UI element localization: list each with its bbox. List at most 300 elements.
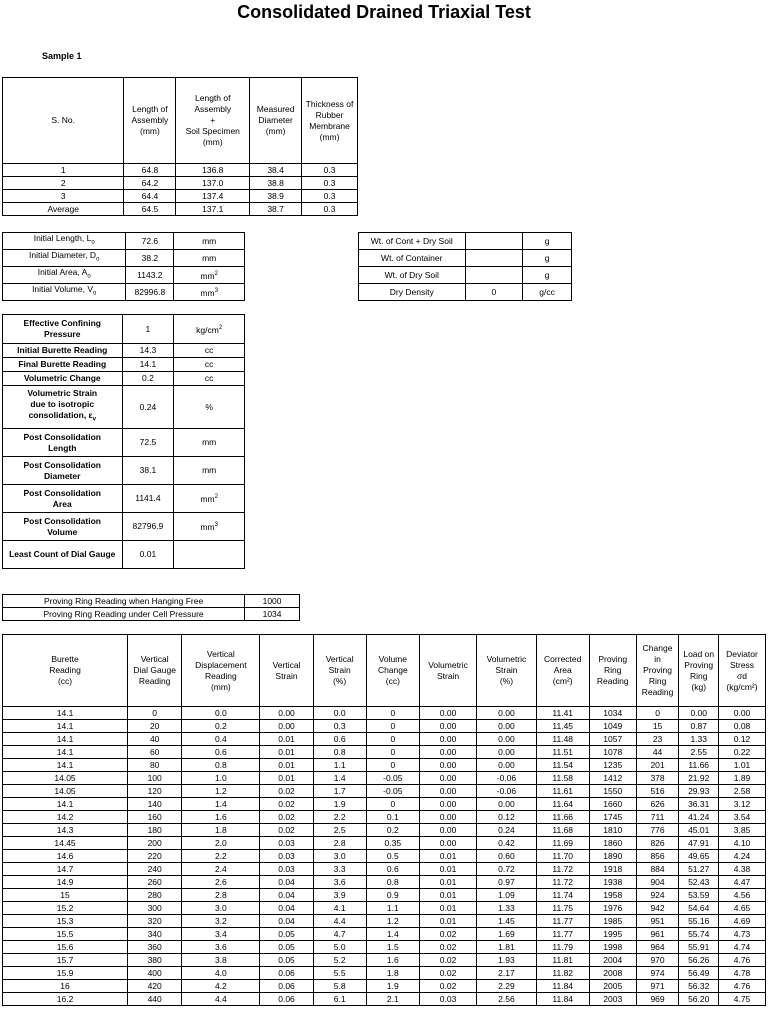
table-cell: 1.1 <box>313 759 366 772</box>
table-row <box>3 707 766 720</box>
table-cell: 1810 <box>589 824 636 837</box>
table-cell: 1976 <box>589 902 636 915</box>
table-cell: 1918 <box>589 863 636 876</box>
table-cell: 4.0 <box>182 967 260 980</box>
table-cell: 1057 <box>589 733 636 746</box>
row-unit <box>174 541 245 569</box>
table-cell: 4.47 <box>719 876 766 889</box>
table-cell: 5.0 <box>313 941 366 954</box>
table-cell: 4.75 <box>719 993 766 1006</box>
table-row <box>3 798 766 811</box>
table-cell: 1860 <box>589 837 636 850</box>
row-value: 0.24 <box>122 386 174 429</box>
table-cell: 4.74 <box>719 941 766 954</box>
table-cell: 15.3 <box>3 915 128 928</box>
table-cell: 1.93 <box>477 954 536 967</box>
row-value: 14.3 <box>122 344 174 358</box>
column-header: Proving Ring Reading <box>589 635 636 707</box>
table-cell: 1.8 <box>366 967 419 980</box>
row-value <box>465 233 523 250</box>
table-cell: 0.6 <box>182 746 260 759</box>
table-cell: 16.2 <box>3 993 128 1006</box>
table-cell: 0.03 <box>260 863 313 876</box>
table-cell: 1.6 <box>366 954 419 967</box>
table-cell: 64.4 <box>124 190 176 203</box>
table-row <box>3 386 245 429</box>
subscript: v <box>92 416 96 423</box>
table-cell: 4.78 <box>719 967 766 980</box>
table-row <box>3 203 358 216</box>
table-cell: 0.00 <box>419 707 476 720</box>
table-cell: 11.45 <box>536 720 589 733</box>
table-cell: 38.4 <box>250 164 302 177</box>
table-cell: 220 <box>128 850 182 863</box>
table-cell: 1.09 <box>477 889 536 902</box>
table-cell: 0.01 <box>260 733 313 746</box>
row-unit: g/cc <box>523 284 572 301</box>
table-cell: 1.45 <box>477 915 536 928</box>
table-cell: 0 <box>366 707 419 720</box>
row-label: Effective Confining Pressure <box>3 315 123 344</box>
table-cell: 1.4 <box>366 928 419 941</box>
table-cell: 140 <box>128 798 182 811</box>
row-value <box>465 267 523 284</box>
table-cell: 1412 <box>589 772 636 785</box>
table-cell: 11.41 <box>536 707 589 720</box>
table-cell: 440 <box>128 993 182 1006</box>
superscript: 2 <box>214 494 218 501</box>
table-cell: 36.31 <box>679 798 719 811</box>
column-header: Deviator Stress σd (kg/cm²) <box>719 635 766 707</box>
table-cell: 0.00 <box>419 837 476 850</box>
table-cell: 0.03 <box>260 837 313 850</box>
row-label: Volumetric Strain due to isotropic consolidation, $\varepsilon_v$ <box>3 386 123 429</box>
table-cell: 0.5 <box>366 850 419 863</box>
consolidation-table <box>2 314 245 569</box>
table-row <box>3 485 245 513</box>
table-cell: 0.00 <box>419 720 476 733</box>
table-cell: 1.89 <box>719 772 766 785</box>
table-cell: 0.8 <box>366 876 419 889</box>
table-cell: 11.84 <box>536 980 589 993</box>
table-cell: 1.2 <box>366 915 419 928</box>
table-cell: 0.01 <box>419 850 476 863</box>
table-cell: 1958 <box>589 889 636 902</box>
row-label: Initial Volume, $V_o$ <box>3 284 126 301</box>
table-cell: 11.51 <box>536 746 589 759</box>
table-row <box>3 785 766 798</box>
table-cell: 3.2 <box>182 915 260 928</box>
table-cell: 0.00 <box>419 759 476 772</box>
table-cell: 0.35 <box>366 837 419 850</box>
table-cell: 0.00 <box>477 720 536 733</box>
table-cell: 0.08 <box>719 720 766 733</box>
table-cell: 1 <box>3 164 124 177</box>
table-cell: 200 <box>128 837 182 850</box>
table-cell: 942 <box>636 902 679 915</box>
table-cell: 14.05 <box>3 772 128 785</box>
table-cell: 0.02 <box>260 811 313 824</box>
column-header: Burette Reading (cc) <box>3 635 128 707</box>
row-label: Proving Ring Reading under Cell Pressure <box>3 608 245 621</box>
table-cell: 11.66 <box>536 811 589 824</box>
row-unit: g <box>523 267 572 284</box>
table-cell: 1.01 <box>719 759 766 772</box>
table-cell: 4.76 <box>719 980 766 993</box>
row-unit: mm <box>174 457 245 485</box>
table-cell: 0.8 <box>182 759 260 772</box>
table-cell: 11.69 <box>536 837 589 850</box>
table-cell: 3.6 <box>313 876 366 889</box>
table-cell: 14.1 <box>3 733 128 746</box>
column-header: Load on Proving Ring (kg) <box>679 635 719 707</box>
table-cell: 826 <box>636 837 679 850</box>
specimen-dimensions-table <box>2 77 358 216</box>
table-cell: 0.01 <box>260 759 313 772</box>
table-cell: 6.1 <box>313 993 366 1006</box>
table-cell: 0.02 <box>260 798 313 811</box>
table-cell: 2.6 <box>182 876 260 889</box>
table-row <box>3 177 358 190</box>
table-cell: 5.5 <box>313 967 366 980</box>
table-row <box>3 429 245 457</box>
table-cell: 0.00 <box>419 785 476 798</box>
table-cell: 0.02 <box>260 824 313 837</box>
triaxial-data-table <box>2 634 766 1006</box>
table-cell: 0.00 <box>477 733 536 746</box>
table-cell: 0 <box>636 707 679 720</box>
table-cell: 11.58 <box>536 772 589 785</box>
table-cell: 1.1 <box>366 902 419 915</box>
table-cell: 0.01 <box>419 876 476 889</box>
row-value: 1034 <box>245 608 300 621</box>
table-row <box>359 250 572 267</box>
table-cell: 2004 <box>589 954 636 967</box>
table-cell: 0.9 <box>366 889 419 902</box>
table-cell: 14.05 <box>3 785 128 798</box>
table-cell: 14.3 <box>3 824 128 837</box>
table-row <box>3 457 245 485</box>
table-cell: 0.03 <box>419 993 476 1006</box>
table-row <box>3 513 245 541</box>
table-row <box>359 233 572 250</box>
table-cell: 11.74 <box>536 889 589 902</box>
table-cell: 0.05 <box>260 954 313 967</box>
table-cell: 2.56 <box>477 993 536 1006</box>
table-cell: 0 <box>366 720 419 733</box>
row-label: Wt. of Container <box>359 250 466 267</box>
table-cell: 0.00 <box>477 746 536 759</box>
table-cell: 1.9 <box>366 980 419 993</box>
table-cell: 626 <box>636 798 679 811</box>
table-cell: 0.04 <box>260 876 313 889</box>
column-header: Length of Assembly (mm) <box>124 78 176 164</box>
row-unit: $mm^3$ <box>174 284 245 301</box>
row-unit: $mm^2$ <box>174 267 245 284</box>
table-cell: 47.91 <box>679 837 719 850</box>
table-cell: 55.91 <box>679 941 719 954</box>
table-cell: 300 <box>128 902 182 915</box>
table-cell: 360 <box>128 941 182 954</box>
table-cell: 0.12 <box>719 733 766 746</box>
row-label: Post Consolidation Volume <box>3 513 123 541</box>
table-cell: 2.58 <box>719 785 766 798</box>
column-header: Volume Change (cc) <box>366 635 419 707</box>
table-row <box>3 267 245 284</box>
row-label: Post Consolidation Area <box>3 485 123 513</box>
table-cell: 0.3 <box>302 203 358 216</box>
table-cell: 23 <box>636 733 679 746</box>
table-cell: 15.9 <box>3 967 128 980</box>
table-cell: 711 <box>636 811 679 824</box>
table-row <box>3 850 766 863</box>
table-cell: 11.61 <box>536 785 589 798</box>
table-cell: 2.0 <box>182 837 260 850</box>
row-value: 82796.9 <box>122 513 174 541</box>
table-cell: 971 <box>636 980 679 993</box>
table-cell: 1.33 <box>679 733 719 746</box>
table-cell: 0.3 <box>302 177 358 190</box>
table-row <box>3 967 766 980</box>
table-cell: -0.05 <box>366 785 419 798</box>
table-cell: 1995 <box>589 928 636 941</box>
table-cell: 11.68 <box>536 824 589 837</box>
table-cell: 1.2 <box>182 785 260 798</box>
table-cell: 0.06 <box>260 967 313 980</box>
table-cell: 11.64 <box>536 798 589 811</box>
subscript: o <box>96 256 100 263</box>
table-cell: 3.0 <box>313 850 366 863</box>
table-cell: 1.5 <box>366 941 419 954</box>
row-label: Proving Ring Reading when Hanging Free <box>3 595 245 608</box>
table-cell: 4.10 <box>719 837 766 850</box>
table-cell: -0.06 <box>477 785 536 798</box>
table-cell: 0.06 <box>260 993 313 1006</box>
table-cell: 4.4 <box>313 915 366 928</box>
column-header: Vertical Dial Gauge Reading <box>128 635 182 707</box>
row-unit: $mm^3$ <box>174 513 245 541</box>
table-row <box>3 541 245 569</box>
table-cell: 0.04 <box>260 915 313 928</box>
table-cell: 15.6 <box>3 941 128 954</box>
table-cell: 51.27 <box>679 863 719 876</box>
table-row <box>3 733 766 746</box>
table-cell: 970 <box>636 954 679 967</box>
column-header: Length of Assembly + Soil Specimen (mm) <box>176 78 250 164</box>
row-label: Initial Diameter, $D_o$ <box>3 250 126 267</box>
row-unit: % <box>174 386 245 429</box>
table-cell: 0.03 <box>260 850 313 863</box>
table-cell: 856 <box>636 850 679 863</box>
table-cell: 3.12 <box>719 798 766 811</box>
table-cell: 776 <box>636 824 679 837</box>
row-unit: cc <box>174 372 245 386</box>
table-cell: 964 <box>636 941 679 954</box>
table-cell: 137.0 <box>176 177 250 190</box>
table-cell: 120 <box>128 785 182 798</box>
table-row <box>3 344 245 358</box>
table-cell: 56.49 <box>679 967 719 980</box>
table-row <box>3 233 245 250</box>
row-unit: cc <box>174 358 245 372</box>
table-cell: 2.4 <box>182 863 260 876</box>
table-cell: 64.5 <box>124 203 176 216</box>
table-cell: 3.4 <box>182 928 260 941</box>
row-unit: g <box>523 250 572 267</box>
table-cell: 0.02 <box>419 980 476 993</box>
row-value: 38.2 <box>126 250 174 267</box>
table-cell: 0.04 <box>260 902 313 915</box>
table-cell: 924 <box>636 889 679 902</box>
initial-dimensions-table <box>2 232 245 301</box>
table-cell: 0.00 <box>477 707 536 720</box>
table-cell: 4.76 <box>719 954 766 967</box>
row-value: 38.1 <box>122 457 174 485</box>
row-unit: mm <box>174 250 245 267</box>
table-row <box>3 915 766 928</box>
table-row <box>3 608 300 621</box>
table-cell: 14.1 <box>3 707 128 720</box>
table-cell: 14.45 <box>3 837 128 850</box>
table-cell: 0.00 <box>477 798 536 811</box>
table-cell: 4.56 <box>719 889 766 902</box>
table-cell: 0 <box>366 746 419 759</box>
table-cell: 11.75 <box>536 902 589 915</box>
table-row <box>3 993 766 1006</box>
table-cell: 0.0 <box>182 707 260 720</box>
table-cell: 1.7 <box>313 785 366 798</box>
table-cell: 0.01 <box>419 889 476 902</box>
row-label: Post Consolidation Length <box>3 429 123 457</box>
table-cell: 420 <box>128 980 182 993</box>
row-value: 1000 <box>245 595 300 608</box>
table-cell: 0.8 <box>313 746 366 759</box>
table-row <box>3 358 245 372</box>
table-cell: 0.12 <box>477 811 536 824</box>
table-cell: 14.6 <box>3 850 128 863</box>
column-header: Thickness of Rubber Membrane (mm) <box>302 78 358 164</box>
table-cell: 14.1 <box>3 746 128 759</box>
row-value <box>465 250 523 267</box>
superscript: 2 <box>218 324 223 331</box>
table-cell: 0.00 <box>477 759 536 772</box>
table-cell: 11.48 <box>536 733 589 746</box>
column-header: Measured Diameter (mm) <box>250 78 302 164</box>
table-row <box>3 164 358 177</box>
table-row <box>359 284 572 301</box>
table-cell: 1.0 <box>182 772 260 785</box>
table-cell: 1550 <box>589 785 636 798</box>
table-cell: 0.00 <box>260 707 313 720</box>
table-cell: 20 <box>128 720 182 733</box>
table-cell: 0.72 <box>477 863 536 876</box>
table-row <box>3 863 766 876</box>
table-cell: 0.00 <box>260 720 313 733</box>
table-cell: 1049 <box>589 720 636 733</box>
table-cell: 4.65 <box>719 902 766 915</box>
table-row <box>3 889 766 902</box>
table-cell: 0.6 <box>313 733 366 746</box>
table-cell: 0 <box>128 707 182 720</box>
table-cell: 0.2 <box>366 824 419 837</box>
table-cell: 137.1 <box>176 203 250 216</box>
row-label: Dry Density <box>359 284 466 301</box>
table-row <box>3 190 358 203</box>
column-header: Vertical Displacement Reading (mm) <box>182 635 260 707</box>
table-cell: 3.6 <box>182 941 260 954</box>
row-label: Volumetric Change <box>3 372 123 386</box>
table-row <box>3 746 766 759</box>
table-cell: 3.3 <box>313 863 366 876</box>
table-cell: 0.24 <box>477 824 536 837</box>
table-cell: 38.9 <box>250 190 302 203</box>
table-cell: 55.74 <box>679 928 719 941</box>
table-cell: 2.55 <box>679 746 719 759</box>
table-cell: 3 <box>3 190 124 203</box>
table-cell: 1660 <box>589 798 636 811</box>
table-row <box>3 902 766 915</box>
table-cell: 2.2 <box>182 850 260 863</box>
table-cell: 320 <box>128 915 182 928</box>
row-value: 72.6 <box>126 233 174 250</box>
column-header: Vertical Strain (%) <box>313 635 366 707</box>
table-cell: 11.77 <box>536 928 589 941</box>
table-cell: 160 <box>128 811 182 824</box>
table-cell: 56.26 <box>679 954 719 967</box>
table-cell: 14.9 <box>3 876 128 889</box>
table-cell: 49.65 <box>679 850 719 863</box>
table-cell: 340 <box>128 928 182 941</box>
row-label: Initial Area, $A_o$ <box>3 267 126 284</box>
table-cell: 4.73 <box>719 928 766 941</box>
table-cell: 4.1 <box>313 902 366 915</box>
row-label: Wt. of Cont + Dry Soil <box>359 233 466 250</box>
table-cell: -0.06 <box>477 772 536 785</box>
table-cell: 380 <box>128 954 182 967</box>
table-cell: 0.05 <box>260 941 313 954</box>
table-cell: 14.1 <box>3 720 128 733</box>
table-cell: 0.01 <box>260 772 313 785</box>
table-cell: 3.0 <box>182 902 260 915</box>
row-value: 1 <box>122 315 174 344</box>
table-cell: 1.33 <box>477 902 536 915</box>
table-cell: 1745 <box>589 811 636 824</box>
table-cell: 0.60 <box>477 850 536 863</box>
table-row <box>3 772 766 785</box>
table-cell: 11.72 <box>536 876 589 889</box>
table-cell: 0.4 <box>182 733 260 746</box>
table-cell: 400 <box>128 967 182 980</box>
table-cell: 14.2 <box>3 811 128 824</box>
table-cell: 11.79 <box>536 941 589 954</box>
table-cell: 180 <box>128 824 182 837</box>
table-cell: 5.8 <box>313 980 366 993</box>
table-cell: 0.00 <box>719 707 766 720</box>
table-cell: 1.4 <box>182 798 260 811</box>
table-cell: 45.01 <box>679 824 719 837</box>
sample-label: Sample 1 <box>42 51 82 61</box>
table-cell: 15.2 <box>3 902 128 915</box>
table-cell: 1.6 <box>182 811 260 824</box>
table-cell: 0.05 <box>260 928 313 941</box>
superscript: 3 <box>214 287 218 294</box>
row-label: Initial Length, $L_o$ <box>3 233 126 250</box>
table-cell: 11.81 <box>536 954 589 967</box>
table-cell: 0.00 <box>419 824 476 837</box>
table-cell: 0 <box>366 733 419 746</box>
row-unit: mm <box>174 429 245 457</box>
table-cell: 2008 <box>589 967 636 980</box>
